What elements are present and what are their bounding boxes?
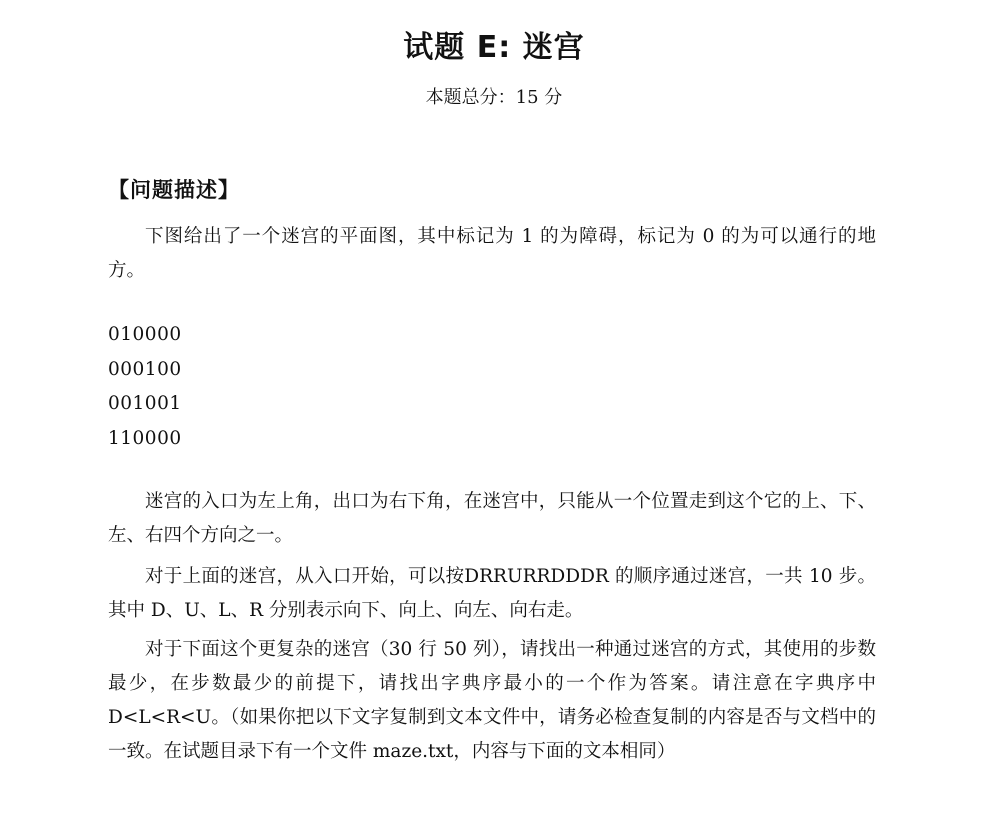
maze-row: 010000 — [108, 324, 182, 345]
maze-row: 000100 — [108, 358, 182, 380]
section-heading: 【问题描述】 — [108, 178, 240, 202]
paragraph-intro: 下图给出了一个迷宫的平面图，其中标记为 1 的为障碍，标记为 0 的为可以通行的地方。 — [108, 226, 876, 281]
maze-grid — [108, 318, 182, 456]
problem-title: 试题 E: 迷宫 — [403, 30, 585, 65]
paragraph-entrance-exit: 迷宫的入口为左上角，出口为右下角，在迷宫中，只能从一个位置走到这个它的上、下、左、右四个方向之一。 — [108, 491, 876, 546]
maze-row: 110000 — [108, 427, 182, 449]
paragraph-example-path: 对于上面的迷宫，从入口开始，可以按DRRURRDDDR 的顺序通过迷宫，一共 10 步。其中 D、U、L、R 分别表示向下、向上、向左、向右走。 — [108, 566, 876, 621]
score-line: 本题总分：15 分 — [425, 87, 563, 108]
maze-row: 001001 — [108, 393, 182, 414]
paragraph-task: 对于下面这个更复杂的迷宫（30 行 50 列），请找出一种通过迷宫的方式，其使用的步数最少，在步数最少的前提下，请找出字典序最小的一个作为答案。请注意在字典序中D<L<R<U。（如果你把以下文字复制到文本文件中，请务必检查复制的内容是否与文档中的一致。在试题目录下有一个文件 maze.txt，内容与下面的文本相同） — [108, 639, 876, 762]
